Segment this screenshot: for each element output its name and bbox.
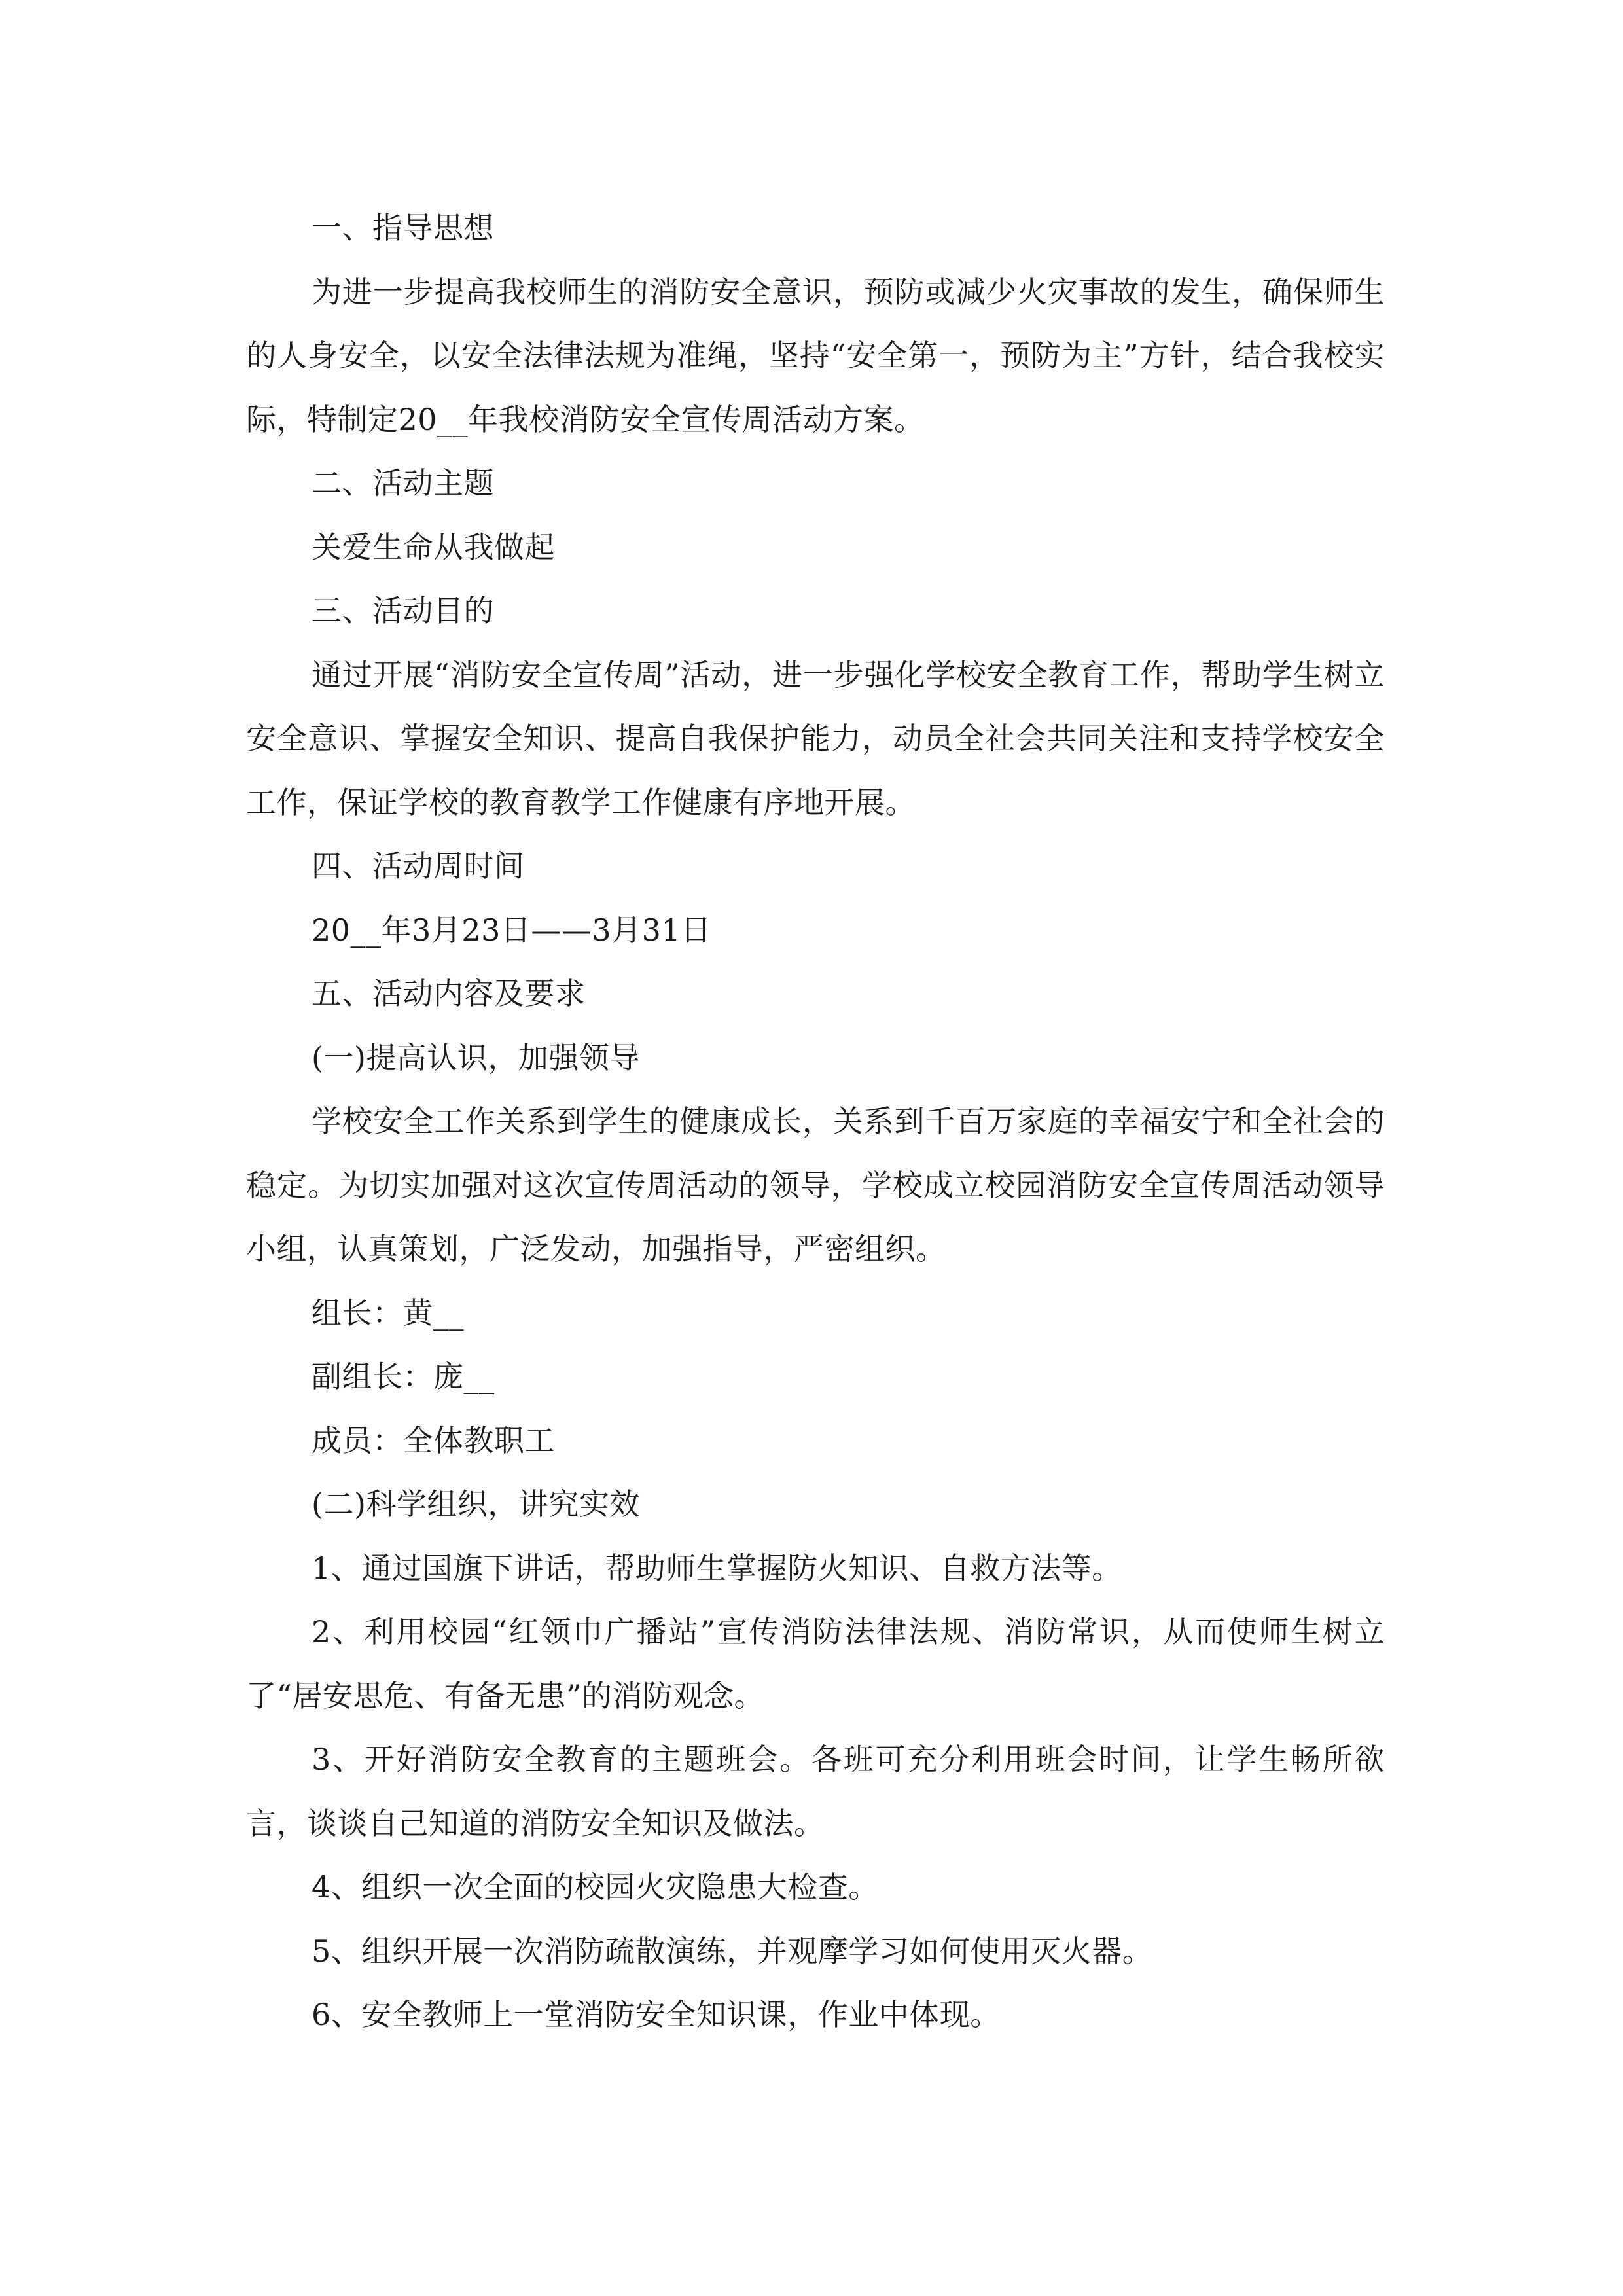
subheading-awareness-leadership: (一)提高认识，加强领导	[312, 1039, 640, 1075]
paragraph-activity-purpose: 通过开展“消防安全宣传周”活动，进一步强化学校安全教育工作，帮助学生树立安全意识、掌握安全知识、提高自我保护能力，动员全社会共同关注和支持学校安全工作，保证学校的教育教学工作健康有序地开展。	[246, 656, 1385, 820]
activity-dates-text: 20__年3月23日——3月31日	[312, 912, 711, 948]
list-item: 4、组织一次全面的校园火灾隐患大检查。	[312, 1869, 879, 1905]
heading-activity-theme: 二、活动主题	[312, 465, 494, 501]
heading-activity-week-time: 四、活动周时间	[312, 848, 525, 884]
subheading-scientific-organization: (二)科学组织，讲究实效	[312, 1486, 640, 1522]
list-item: 6、安全教师上一堂消防安全知识课，作业中体现。	[312, 1997, 1001, 2032]
activity-theme-text: 关爱生命从我做起	[312, 529, 555, 565]
list-item: 1、通过国旗下讲话，帮助师生掌握防火知识、自救方法等。	[312, 1550, 1122, 1586]
group-leader-text: 组长：黄__	[312, 1295, 464, 1331]
list-item: 3、开好消防安全教育的主题班会。各班可充分利用班会时间，让学生畅所欲言，谈谈自己知道的消防安全知识及做法。	[246, 1742, 1385, 1841]
heading-activity-purpose: 三、活动目的	[312, 593, 494, 628]
paragraph-guiding-ideology: 为进一步提高我校师生的消防安全意识，预防或减少火灾事故的发生，确保师生的人身安全，以安全法律法规为准绳，坚持“安全第一，预防为主”方针，结合我校实际，特制定20__年我校消防安全宣传周活动方案。	[246, 274, 1385, 437]
list-item: 2、利用校园“红领巾广播站”宣传消防法律法规、消防常识，从而使师生树立了“居安思危、有备无患”的消防观念。	[246, 1614, 1385, 1713]
document-body	[246, 196, 1385, 2047]
group-members-text: 成员：全体教职工	[312, 1422, 555, 1458]
vice-group-leader-text: 副组长：庞__	[312, 1359, 495, 1394]
list-item: 5、组织开展一次消防疏散演练，并观摩学习如何使用灭火器。	[312, 1933, 1153, 1969]
heading-guiding-ideology: 一、指导思想	[312, 210, 494, 245]
paragraph-school-safety: 学校安全工作关系到学生的健康成长，关系到千百万家庭的幸福安宁和全社会的稳定。为切实加强对这次宣传周活动的领导，学校成立校园消防安全宣传周活动领导小组，认真策划，广泛发动，加强指导，严密组织。	[246, 1103, 1385, 1266]
heading-activity-content: 五、活动内容及要求	[312, 976, 586, 1011]
